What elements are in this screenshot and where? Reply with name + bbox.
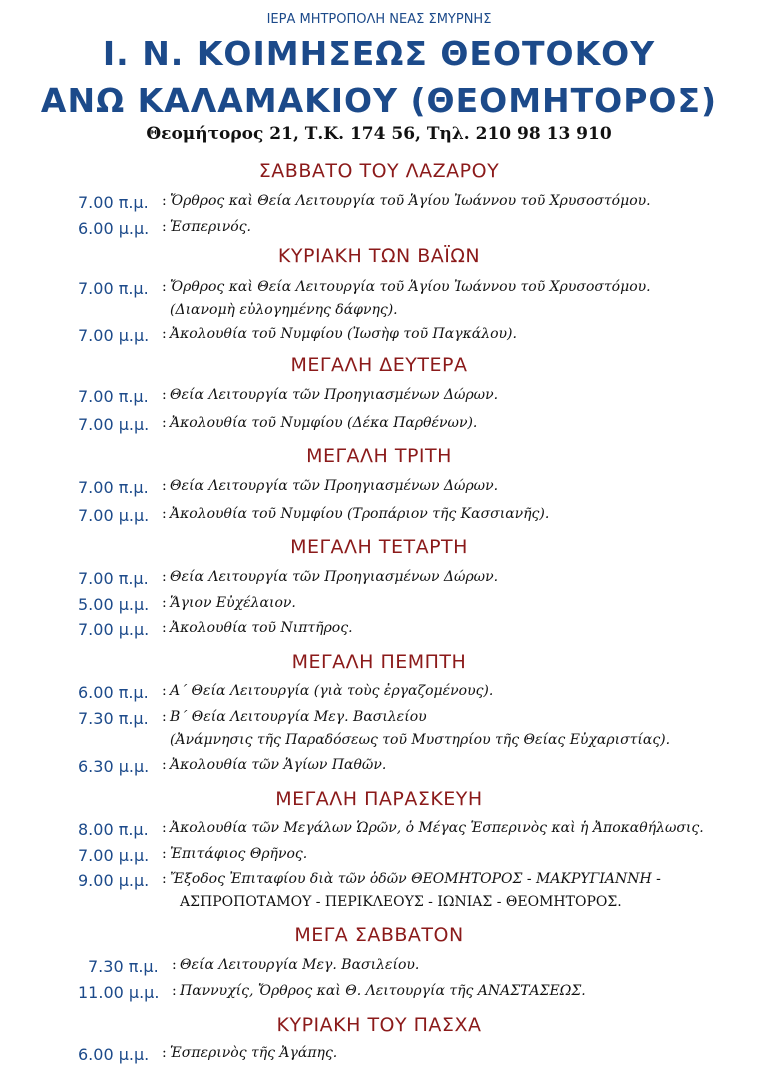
service-time: 7.00 π.μ. xyxy=(78,569,149,588)
day-title: ΚΥΡΙΑΚΗ ΤΟΥ ΠΑΣΧΑ xyxy=(276,1014,482,1036)
separator: : xyxy=(162,279,167,295)
separator: : xyxy=(162,1045,167,1061)
service-time: 7.00 μ.μ. xyxy=(78,620,150,639)
service-time: 7.00 μ.μ. xyxy=(78,846,150,865)
separator: : xyxy=(162,595,167,611)
service-time: 7.00 π.μ. xyxy=(78,387,149,406)
separator: : xyxy=(162,415,167,431)
service-text: Ὄρθρος καὶ Θεία Λειτουργία τοῦ Ἁγίου Ἰωάννου τοῦ Χρυσοστόμου. xyxy=(170,193,651,209)
service-time: 7.00 π.μ. xyxy=(78,193,149,212)
service-text: Ἀκολουθία τοῦ Νυμφίου (Δέκα Παρθένων). xyxy=(170,415,478,431)
day-title: ΜΕΓΑΛΗ ΤΡΙΤΗ xyxy=(306,445,452,467)
service-time: 6.00 μ.μ. xyxy=(78,219,150,238)
service-time: 7.00 μ.μ. xyxy=(78,326,150,345)
service-time: 7.00 μ.μ. xyxy=(78,506,150,525)
service-text: Ἀκολουθία τοῦ Νυμφίου (Ἰωσὴφ τοῦ Παγκάλου). xyxy=(170,326,517,342)
service-time: 7.30 π.μ. xyxy=(88,957,159,976)
separator: : xyxy=(162,219,167,235)
separator: : xyxy=(162,193,167,209)
service-time: 6.00 μ.μ. xyxy=(78,1045,150,1064)
day-title: ΜΕΓΑΛΗ ΤΕΤΑΡΤΗ xyxy=(290,536,468,558)
service-time: 7.00 π.μ. xyxy=(78,279,149,298)
separator: : xyxy=(162,757,167,773)
separator: : xyxy=(162,326,167,342)
day-title: ΜΕΓΑΛΗ ΠΑΡΑΣΚΕΥΗ xyxy=(275,788,483,810)
church-name-line-1: Ι. Ν. ΚΟΙΜΗΣΕΩΣ ΘΕΟΤΟΚΟΥ xyxy=(102,34,656,73)
service-note: (Ἀνάμνησις τῆς Παραδόσεως τοῦ Μυστηρίου τῆς Θείας Εὐχαριστίας). xyxy=(170,732,671,748)
church-name-line-2: ΑΝΩ ΚΑΛΑΜΑΚΙΟΥ (ΘΕΟΜΗΤΟΡΟΣ) xyxy=(40,81,718,120)
separator: : xyxy=(162,683,167,699)
church-address: Θεομήτορος 21, Τ.Κ. 174 56, Τηλ. 210 98 13 910 xyxy=(146,124,612,144)
service-time: 6.00 π.μ. xyxy=(78,683,149,702)
day-title: ΣΑΒΒΑΤΟ ΤΟΥ ΛΑΖΑΡΟΥ xyxy=(258,160,500,182)
metropolis-name: ΙΕΡΑ ΜΗΤΡΟΠΟΛΗ ΝΕΑΣ ΣΜΥΡΝΗΣ xyxy=(266,12,492,27)
service-text: Θεία Λειτουργία τῶν Προηγιασμένων Δώρων. xyxy=(170,478,499,494)
separator: : xyxy=(172,957,177,973)
service-text: Ἐπιτάφιος Θρῆνος. xyxy=(170,846,308,862)
service-time: 5.00 μ.μ. xyxy=(78,595,150,614)
service-note: ΑΣΠΡΟΠΟΤΑΜΟΥ - ΠΕΡΙΚΛΕΟΥΣ - ΙΩΝΙΑΣ - ΘΕΟΜΗΤΟΡΟΣ. xyxy=(180,894,622,910)
service-text: Α΄ Θεία Λειτουργία (γιὰ τοὺς ἐργαζομένους). xyxy=(170,683,494,699)
separator: : xyxy=(162,709,167,725)
separator: : xyxy=(162,569,167,585)
service-time: 9.00 μ.μ. xyxy=(78,871,150,890)
day-title: ΜΕΓΑ ΣΑΒΒΑΤΟΝ xyxy=(294,924,464,946)
separator: : xyxy=(172,983,177,999)
day-title: ΜΕΓΑΛΗ ΔΕΥΤΕΡΑ xyxy=(290,354,468,376)
service-text: Ἔξοδος Ἐπιταφίου διὰ τῶν ὁδῶν ΘΕΟΜΗΤΟΡΟΣ - ΜΑΚΡΥΓΙΑΝΝΗ - xyxy=(170,871,661,887)
service-time: 7.00 μ.μ. xyxy=(78,415,150,434)
service-text: Θεία Λειτουργία Μεγ. Βασιλείου. xyxy=(180,957,420,973)
separator: : xyxy=(162,387,167,403)
service-text: Ἑσπερινός. xyxy=(170,219,251,235)
service-text: Β΄ Θεία Λειτουργία Μεγ. Βασιλείου xyxy=(170,709,427,725)
service-text: Ἀκολουθία τῶν Μεγάλων Ὡρῶν, ὁ Μέγας Ἑσπερινὸς καὶ ἡ Ἀποκαθήλωσις. xyxy=(170,820,704,836)
separator: : xyxy=(162,506,167,522)
service-text: Ἅγιον Εὐχέλαιον. xyxy=(170,595,296,611)
service-time: 7.00 π.μ. xyxy=(78,478,149,497)
service-note: (Διανομὴ εὐλογημένης δάφνης). xyxy=(170,302,398,318)
day-title: ΜΕΓΑΛΗ ΠΕΜΠΤΗ xyxy=(291,651,467,673)
separator: : xyxy=(162,620,167,636)
service-text: Ὄρθρος καὶ Θεία Λειτουργία τοῦ Ἁγίου Ἰωάννου τοῦ Χρυσοστόμου. xyxy=(170,279,651,295)
service-text: Ἀκολουθία τοῦ Νιπτῆρος. xyxy=(170,620,353,636)
service-time: 11.00 μ.μ. xyxy=(78,983,160,1002)
service-text: Ἑσπερινὸς τῆς Ἀγάπης. xyxy=(170,1045,338,1061)
service-time: 8.00 π.μ. xyxy=(78,820,149,839)
separator: : xyxy=(162,820,167,836)
service-text: Παννυχίς, Ὄρθρος καὶ Θ. Λειτουργία τῆς ΑΝΑΣΤΑΣΕΩΣ. xyxy=(180,983,586,999)
separator: : xyxy=(162,846,167,862)
service-text: Ἀκολουθία τοῦ Νυμφίου (Τροπάριον τῆς Κασσιανῆς). xyxy=(170,506,550,522)
service-time: 7.30 π.μ. xyxy=(78,709,149,728)
service-text: Θεία Λειτουργία τῶν Προηγιασμένων Δώρων. xyxy=(170,387,499,403)
service-time: 6.30 μ.μ. xyxy=(78,757,150,776)
separator: : xyxy=(162,478,167,494)
day-title: ΚΥΡΙΑΚΗ ΤΩΝ ΒΑΪΩΝ xyxy=(277,245,481,267)
separator: : xyxy=(162,871,167,887)
service-text: Θεία Λειτουργία τῶν Προηγιασμένων Δώρων. xyxy=(170,569,499,585)
service-text: Ἀκολουθία τῶν Ἁγίων Παθῶν. xyxy=(170,757,387,773)
